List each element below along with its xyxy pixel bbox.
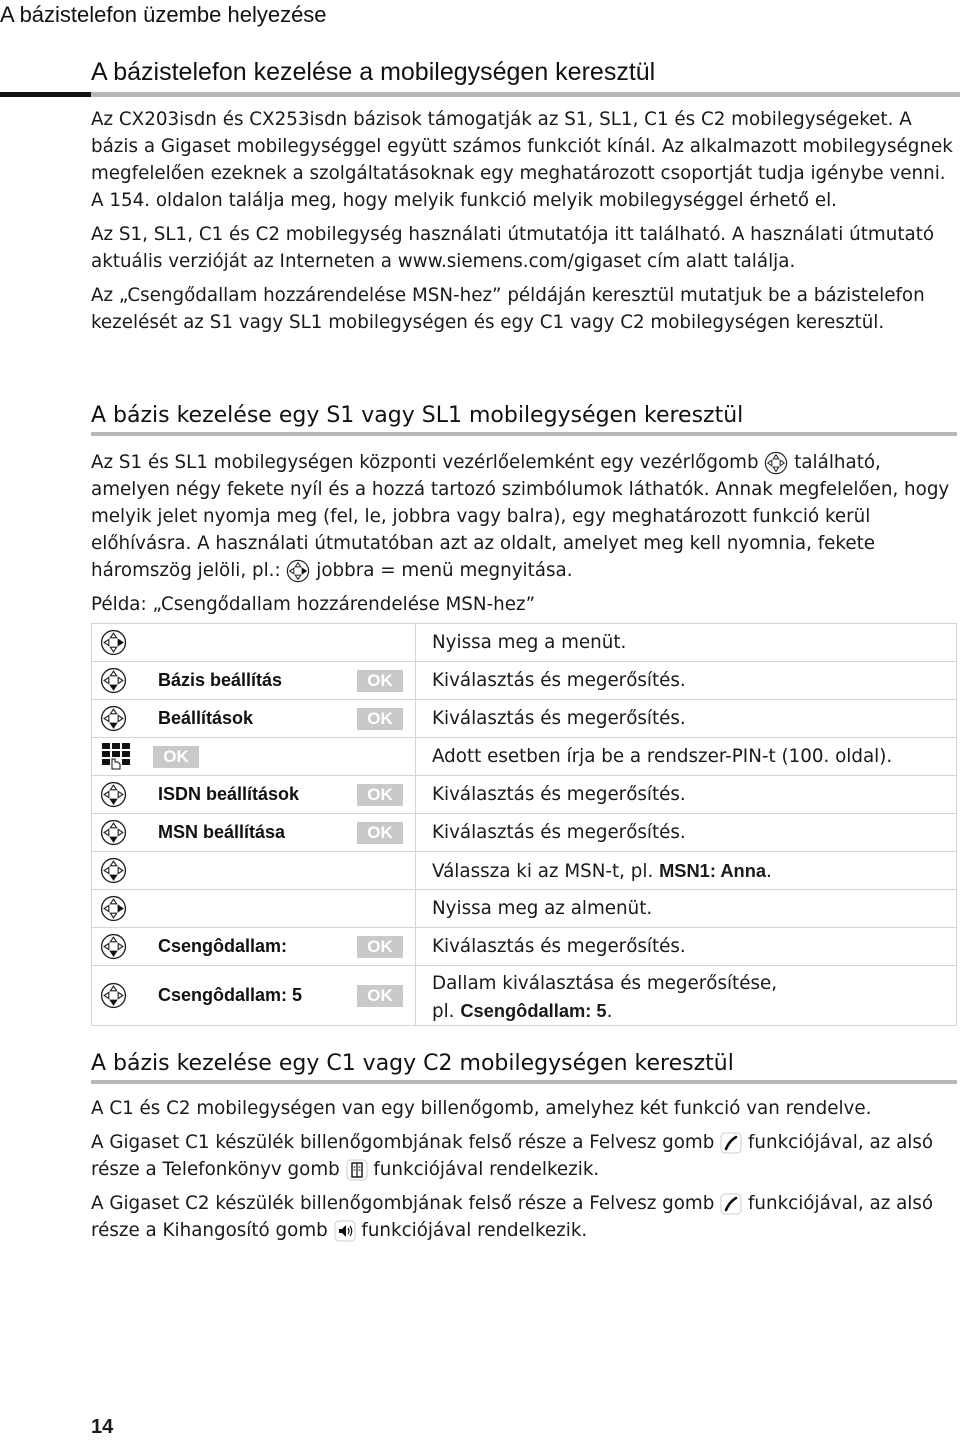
control-key-down-icon <box>100 982 127 1009</box>
intro <box>91 106 957 343</box>
c1-paragraph-2: A Gigaset C1 készülék billenőgombjának felső része a Felvesz gomb funkciójával, az alsó része a Telefonkönyv gomb funkciójával rendelkezik. <box>91 1132 934 1180</box>
subsection-title: A bázis kezelése egy C1 vagy C2 mobilegységen keresztül <box>91 1051 734 1076</box>
phonebook-icon <box>346 1159 368 1181</box>
step-description: Kiválasztás és megerősítés. <box>416 814 957 852</box>
menu-entry-label: MSN beállítása <box>158 822 286 842</box>
step-description: Kiválasztás és megerősítés. <box>416 700 957 738</box>
step-description: Kiválasztás és megerősítés. <box>416 776 957 814</box>
control-key-icon <box>764 451 788 475</box>
table-row <box>92 928 957 966</box>
example-caption: Példa: „Csengődallam hozzárendelése MSN-hez” <box>91 594 536 615</box>
page-number: 14 <box>91 1416 114 1438</box>
intro-paragraph-3: Az „Csengődallam hozzárendelése MSN-hez” példáján keresztül mutatjuk be a bázistelefon kezelését az S1 vagy SL1 mobilegységen és egy C1 vagy C2 mobilegységen keresztül. <box>91 285 925 333</box>
table-row <box>92 852 957 890</box>
table-row <box>92 776 957 814</box>
subsection-s1-heading <box>91 403 957 448</box>
section-divider <box>0 92 960 97</box>
steps-table <box>91 623 957 1026</box>
handset-icon <box>720 1193 742 1215</box>
step-description: Válassza ki az MSN-t, pl. MSN1: Anna. <box>416 852 957 890</box>
table-row <box>92 738 957 776</box>
table-row <box>92 662 957 700</box>
menu-entry-label: Csengôdallam: <box>158 936 288 956</box>
menu-entry-label: ISDN beállítások <box>158 784 300 804</box>
c1-paragraph-3: A Gigaset C2 készülék billenőgombjának felső része a Felvesz gomb funkciójával, az alsó része a Kihangosító gomb funkciójával rendelkezik. <box>91 1193 934 1241</box>
control-key-down-icon <box>100 819 127 846</box>
control-key-down-icon <box>100 781 127 808</box>
intro-paragraph-1: Az CX203isdn és CX253isdn bázisok támogatják az S1, SL1, C1 és C2 mobilegységeket. A bázis a Gigaset mobilegységgel együtt számos funkciót kínál. Az alkalmazott mobilegységnek megfelelően ezeknek a szolgáltatásoknak egy meghatározott csoportját tudja igénybe venni. A 154. oldalon találja meg, hogy melyik funkció melyik mobilegységgel érhető el. <box>91 109 953 211</box>
step-description: Nyissa meg a menüt. <box>416 624 957 662</box>
subsection-c1-heading <box>91 1051 957 1096</box>
menu-entry-label: Bázis beállítás <box>158 670 283 690</box>
ok-softkey: OK <box>357 985 403 1007</box>
control-key-down-icon <box>100 933 127 960</box>
control-key-down-icon <box>100 705 127 732</box>
section-title: A bázistelefon kezelése a mobilegységen keresztül <box>91 58 656 86</box>
table-row <box>92 966 957 1026</box>
table-row <box>92 814 957 852</box>
section-divider-accent <box>0 92 91 97</box>
ok-softkey: OK <box>357 936 403 958</box>
c1-paragraph-1: A C1 és C2 mobilegységen van egy billenőgomb, amelyhez két funkció van rendelve. <box>91 1098 872 1119</box>
keypad-icon <box>100 742 134 772</box>
speaker-icon <box>334 1220 356 1242</box>
intro-paragraph-2: Az S1, SL1, C1 és C2 mobilegység használati útmutatója itt található. A használati útmutató aktuális verzióját az Interneten a www.siemens.com/gigaset cím alatt találja. <box>91 224 935 272</box>
control-key-right-icon <box>100 629 127 656</box>
control-key-down-icon <box>100 667 127 694</box>
control-key-right-icon <box>100 895 127 922</box>
subsection-divider <box>91 1080 957 1084</box>
step-description: Kiválasztás és megerősítés. <box>416 928 957 966</box>
handset-icon <box>720 1132 742 1154</box>
step-description: Adott esetben írja be a rendszer-PIN-t (100. oldal). <box>416 738 957 776</box>
subsection-divider <box>91 432 957 436</box>
subsection-c1-body <box>91 1095 957 1251</box>
menu-entry-label: Beállítások <box>158 708 254 728</box>
subsection-title: A bázis kezelése egy S1 vagy SL1 mobilegységen keresztül <box>91 403 744 428</box>
ok-softkey: OK <box>357 670 403 692</box>
control-key-right-icon <box>286 559 310 583</box>
step-description: Nyissa meg az almenüt. <box>416 890 957 928</box>
subsection-s1-body <box>91 449 957 625</box>
step-description: Dallam kiválasztása és megerősítése, pl. Csengôdallam: 5. <box>416 966 957 1026</box>
running-header: A bázistelefon üzembe helyezése <box>0 2 327 27</box>
menu-entry-label: Csengôdallam: 5 <box>158 985 303 1005</box>
ok-softkey: OK <box>357 822 403 844</box>
ok-softkey: OK <box>357 784 403 806</box>
step-description: Kiválasztás és megerősítés. <box>416 662 957 700</box>
control-key-down-icon <box>100 857 127 884</box>
table-row <box>92 624 957 662</box>
table-row <box>92 890 957 928</box>
s1-paragraph: Az S1 és SL1 mobilegységen központi vezérlőelemként egy vezérlőgomb található, amelyen négy fekete nyíl és a hozzá tartozó szimbólumok láthatók. Annak megfelelően, hogy melyik jelet nyomja meg (fel, le, jobbra vagy balra), egy meghatározott funkció kerül előhívásra. A használati útmutatóban azt az oldalt, amelyet meg kell nyomnia, fekete háromszög jelöli, pl.: jobbra = menü megnyitása. <box>91 452 950 581</box>
ok-softkey: OK <box>153 746 199 768</box>
table-row <box>92 700 957 738</box>
msn-example: MSN1: Anna <box>659 859 767 881</box>
ok-softkey: OK <box>357 708 403 730</box>
ringtone-example: Csengôdallam: 5 <box>460 1000 607 1021</box>
